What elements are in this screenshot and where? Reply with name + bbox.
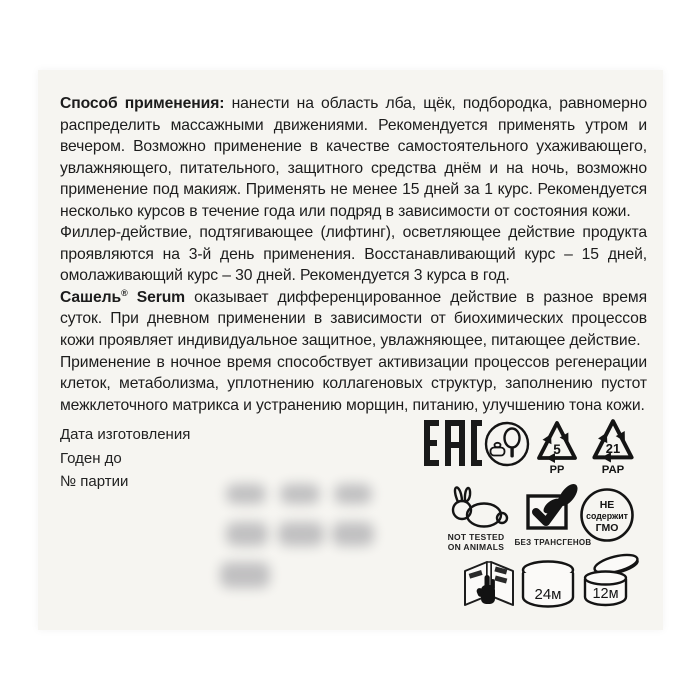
svg-text:5: 5 bbox=[553, 442, 561, 457]
redacted-value bbox=[332, 522, 374, 546]
expiry-date-label: Годен до bbox=[60, 449, 122, 467]
redacted-value bbox=[226, 484, 266, 504]
cosmetic-jar-mirror-icon bbox=[484, 421, 530, 467]
svg-text:содержит: содержит bbox=[586, 511, 628, 521]
svg-text:ГМО: ГМО bbox=[595, 522, 619, 534]
redacted-value bbox=[334, 484, 372, 504]
cruelty-free-caption-line2: ON ANIMALS bbox=[447, 542, 505, 552]
usage-text-4: Применение в ночное время способствует активизации процессов регенерации клеток, метаболизма, уплотнению коллагеновых структур, заполнению пустот межклеточного матрикса и устранению морщин, питанию, улучшению тона кожи. bbox=[60, 353, 647, 414]
usage-paragraph-2 bbox=[60, 222, 647, 287]
usage-paragraph-4 bbox=[60, 352, 647, 417]
manufacturing-info bbox=[60, 423, 190, 494]
not-tested-on-animals-icon bbox=[437, 482, 515, 552]
cruelty-free-caption-line1: NOT TESTED bbox=[447, 532, 505, 542]
redacted-value bbox=[278, 522, 324, 546]
registered-trademark-icon: ® bbox=[121, 287, 128, 298]
brand-name-en: Serum bbox=[136, 288, 186, 306]
svg-text:24м: 24м bbox=[534, 586, 562, 603]
usage-paragraph-3 bbox=[60, 287, 647, 352]
svg-text:21: 21 bbox=[605, 441, 621, 457]
see-leaflet-icon bbox=[458, 556, 520, 614]
manufacture-date-label: Дата изготовления bbox=[60, 426, 191, 443]
redacted-value bbox=[280, 484, 320, 504]
shelf-life-jar-icon bbox=[518, 558, 578, 612]
svg-text:PAP: PAP bbox=[601, 463, 625, 476]
redacted-value bbox=[226, 522, 268, 546]
batch-number-label: № партии bbox=[60, 473, 129, 490]
usage-paragraph-1 bbox=[60, 93, 647, 222]
usage-text-3: оказывает дифференцированное действие в разное время суток. При дневном применении в зависимости от биохимических процессов кожи проявляет индивидуальное защитное, увлажняющее, питающее действие. bbox=[60, 288, 647, 350]
brand-name bbox=[60, 289, 185, 306]
brand-name-ru: Сашель bbox=[60, 288, 122, 306]
svg-text:12м: 12м bbox=[592, 586, 619, 602]
usage-heading: Способ применения: bbox=[60, 95, 225, 112]
no-transgenes-caption: БЕЗ ТРАНСГЕНОВ bbox=[514, 538, 592, 547]
no-gmo-icon bbox=[578, 486, 636, 544]
usage-instructions bbox=[60, 93, 647, 416]
svg-text:PP: PP bbox=[549, 464, 565, 476]
recycling-plastic-icon bbox=[533, 418, 581, 476]
product-label bbox=[38, 70, 663, 630]
usage-text-1: нанести на область лба, щёк, подбородка, равномерно распределить массажными движениями. Рекомендуется применять утром и вечером. Возможно применение в качестве самостоятельного ухаживающего, увлажняющего, питательного, защитного средства днём и на ночь, возможно применение под макияж. Применять не менее 15 дней за 1 курс. Рекомендуется несколько курсов в течение года или подряд в зависимости от состояния кожи. bbox=[60, 95, 647, 220]
redacted-value bbox=[220, 562, 270, 588]
usage-text-2: Филлер-действие, подтягивающее (лифтинг), осветляющее действие продукта проявляются на 3-й день применения. Восстанавливающий курс – 15 дней, омолаживающий курс – 30 дней. Рекомендуется 3 курса в год. bbox=[60, 224, 647, 285]
period-after-opening-jar-icon bbox=[578, 552, 644, 612]
recycling-paper-icon bbox=[587, 416, 639, 476]
svg-text:НЕ: НЕ bbox=[599, 499, 615, 511]
eac-mark-icon bbox=[424, 420, 482, 466]
